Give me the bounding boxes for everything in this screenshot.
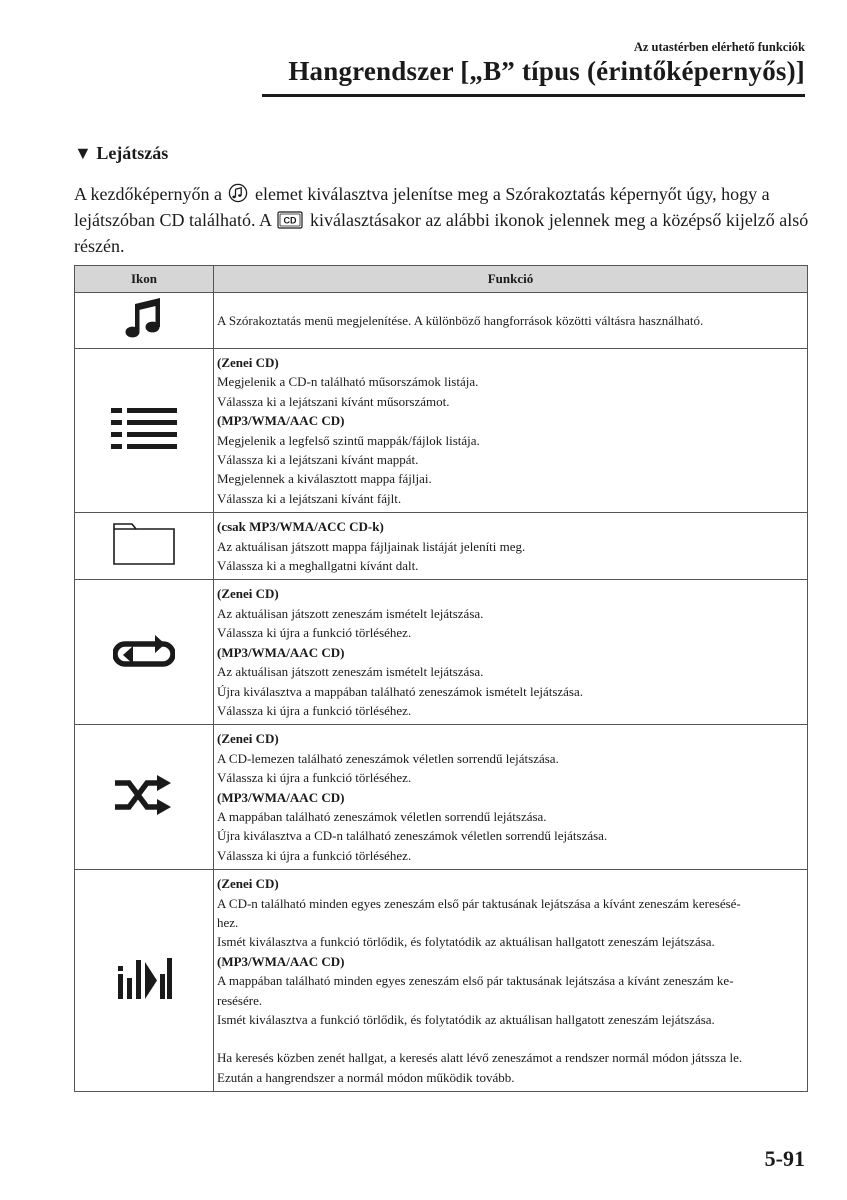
section-heading: ▼ Lejátszás [74,143,169,163]
function-text-line: A mappában található minden egyes zeneszám első pár taktusának lejátszása a kívánt zeneszám ke- [217,973,734,989]
music-note-icon [123,328,165,343]
shuffle-icon [113,803,175,818]
function-text-line: Válassza ki újra a funkció törléséhez. [217,847,412,863]
folder-icon [112,554,176,569]
function-cell [214,349,808,513]
media-type-label: (Zenei CD) [217,355,279,370]
function-text-line: Válassza ki a lejátszani kívánt mappát. [217,452,419,468]
function-text-line: Az aktuálisan játszott zeneszám ismételt lejátszása. [217,605,484,621]
media-type-label: (Zenei CD) [217,586,279,602]
function-text-line: Megjelenik a CD-n található műsorszámok listája. [217,374,479,390]
function-text-line: A CD-n található minden egyes zeneszám első pár taktusának lejátszása a kívánt zeneszám keresésé- [217,895,741,911]
intro-paragraph [74,183,809,258]
function-text-line: resésére. [217,992,263,1008]
function-text-line: Válassza ki újra a funkció törléséhez. [217,770,412,786]
repeat-icon [113,658,175,673]
media-type-label: (MP3/WMA/AAC CD) [217,789,345,805]
function-cell [214,725,808,870]
function-cell [214,293,808,349]
title-rule [262,94,805,97]
function-text-line: A CD-lemezen található zeneszámok véletlen sorrendű lejátszása. [217,750,559,766]
list-icon [109,438,179,453]
running-header: Az utastérben elérhető funkciók [633,40,805,54]
function-text-line: Újra kiválasztva a mappában található zeneszámok ismételt lejátszása. [217,683,584,699]
function-text-line: A mappában található zeneszámok véletlen sorrendű lejátszása. [217,808,547,824]
table-row [75,349,808,513]
table-row [75,725,808,870]
function-text-line: Az aktuálisan játszott zeneszám ismételt lejátszása. [217,664,484,680]
function-text-line: Az aktuálisan játszott mappa fájljainak listáját jeleníti meg. [217,538,526,554]
function-text-line: Újra kiválasztva a CD-n található zeneszámok véletlen sorrendű lejátszása. [217,828,608,844]
table-row [75,870,808,1092]
function-text-line: Válassza ki a lejátszani kívánt műsorszámot. [217,393,450,409]
function-cell [214,513,808,580]
page-title: Hangrendszer [„B” típus (érintőképernyős)] [288,56,805,86]
function-cell [214,870,808,1092]
function-text-line: hez. [217,914,239,930]
table-header-row [75,266,808,293]
function-text-line: Ha keresés közben zenét hallgat, a keresés alatt lévő zeneszámot a rendszer normál módon játssza le. [217,1050,743,1066]
media-type-label: (Zenei CD) [217,731,279,747]
media-type-label: (MP3/WMA/AAC CD) [217,644,345,660]
scan-icon [116,988,172,1003]
function-cell [214,580,808,725]
table-row [75,293,808,349]
media-type-label: (MP3/WMA/AAC CD) [217,413,345,429]
svg-text:CD: CD [283,215,297,226]
table-row [75,513,808,580]
function-text-line: Ismét kiválasztva a funkció törlődik, és folytatódik az aktuálisan hallgatott zeneszám lejátszása. [217,934,715,950]
function-text-line: Válassza ki a lejátszani kívánt fájlt. [217,490,402,506]
media-type-label: (csak MP3/WMA/ACC CD-k) [217,519,384,535]
intro-text-1: A kezdőképernyőn a [74,184,222,204]
function-text-line: Megjelenik a legfelső szintű mappák/fájlok listája. [217,432,480,448]
function-text-line: Ismét kiválasztva a funkció törlődik, és folytatódik az aktuálisan hallgatott zeneszám lejátszása. [217,1012,715,1027]
cd-icon [277,211,303,235]
function-text-line: Válassza ki újra a funkció törléséhez. [217,702,412,718]
icon-column-header: Ikon [75,266,214,293]
intro-text-2: elemet kiválasztva jelenítse meg a Szórakoztatás képernyőt úgy, hogy a lejátszóban CD található. A [74,184,770,230]
function-text-line: A Szórakoztatás menü megjelenítése. A különböző hangforrások közötti váltásra használható. [217,312,704,328]
intro-text-3: kiválasztásakor az alábbi ikonok jelennek meg a középső kijelző alsó részén. [74,210,809,256]
music-note-circle-icon [228,183,248,209]
page-number: 5-91 [764,1146,805,1171]
function-text-line: Ezután a hangrendszer a normál módon működik tovább. [217,1069,515,1085]
function-column-header: Funkció [214,266,808,293]
media-type-label: (Zenei CD) [217,876,279,892]
paragraph-gap [217,1029,803,1048]
function-text-line: Válassza ki a meghallgatni kívánt dalt. [217,558,419,574]
function-text-line: Válassza ki újra a funkció törléséhez. [217,625,412,641]
media-type-label: (MP3/WMA/AAC CD) [217,953,345,969]
table-row [75,580,808,725]
function-table [74,265,808,1092]
function-text-line: Megjelennek a kiválasztott mappa fájljai. [217,471,432,487]
